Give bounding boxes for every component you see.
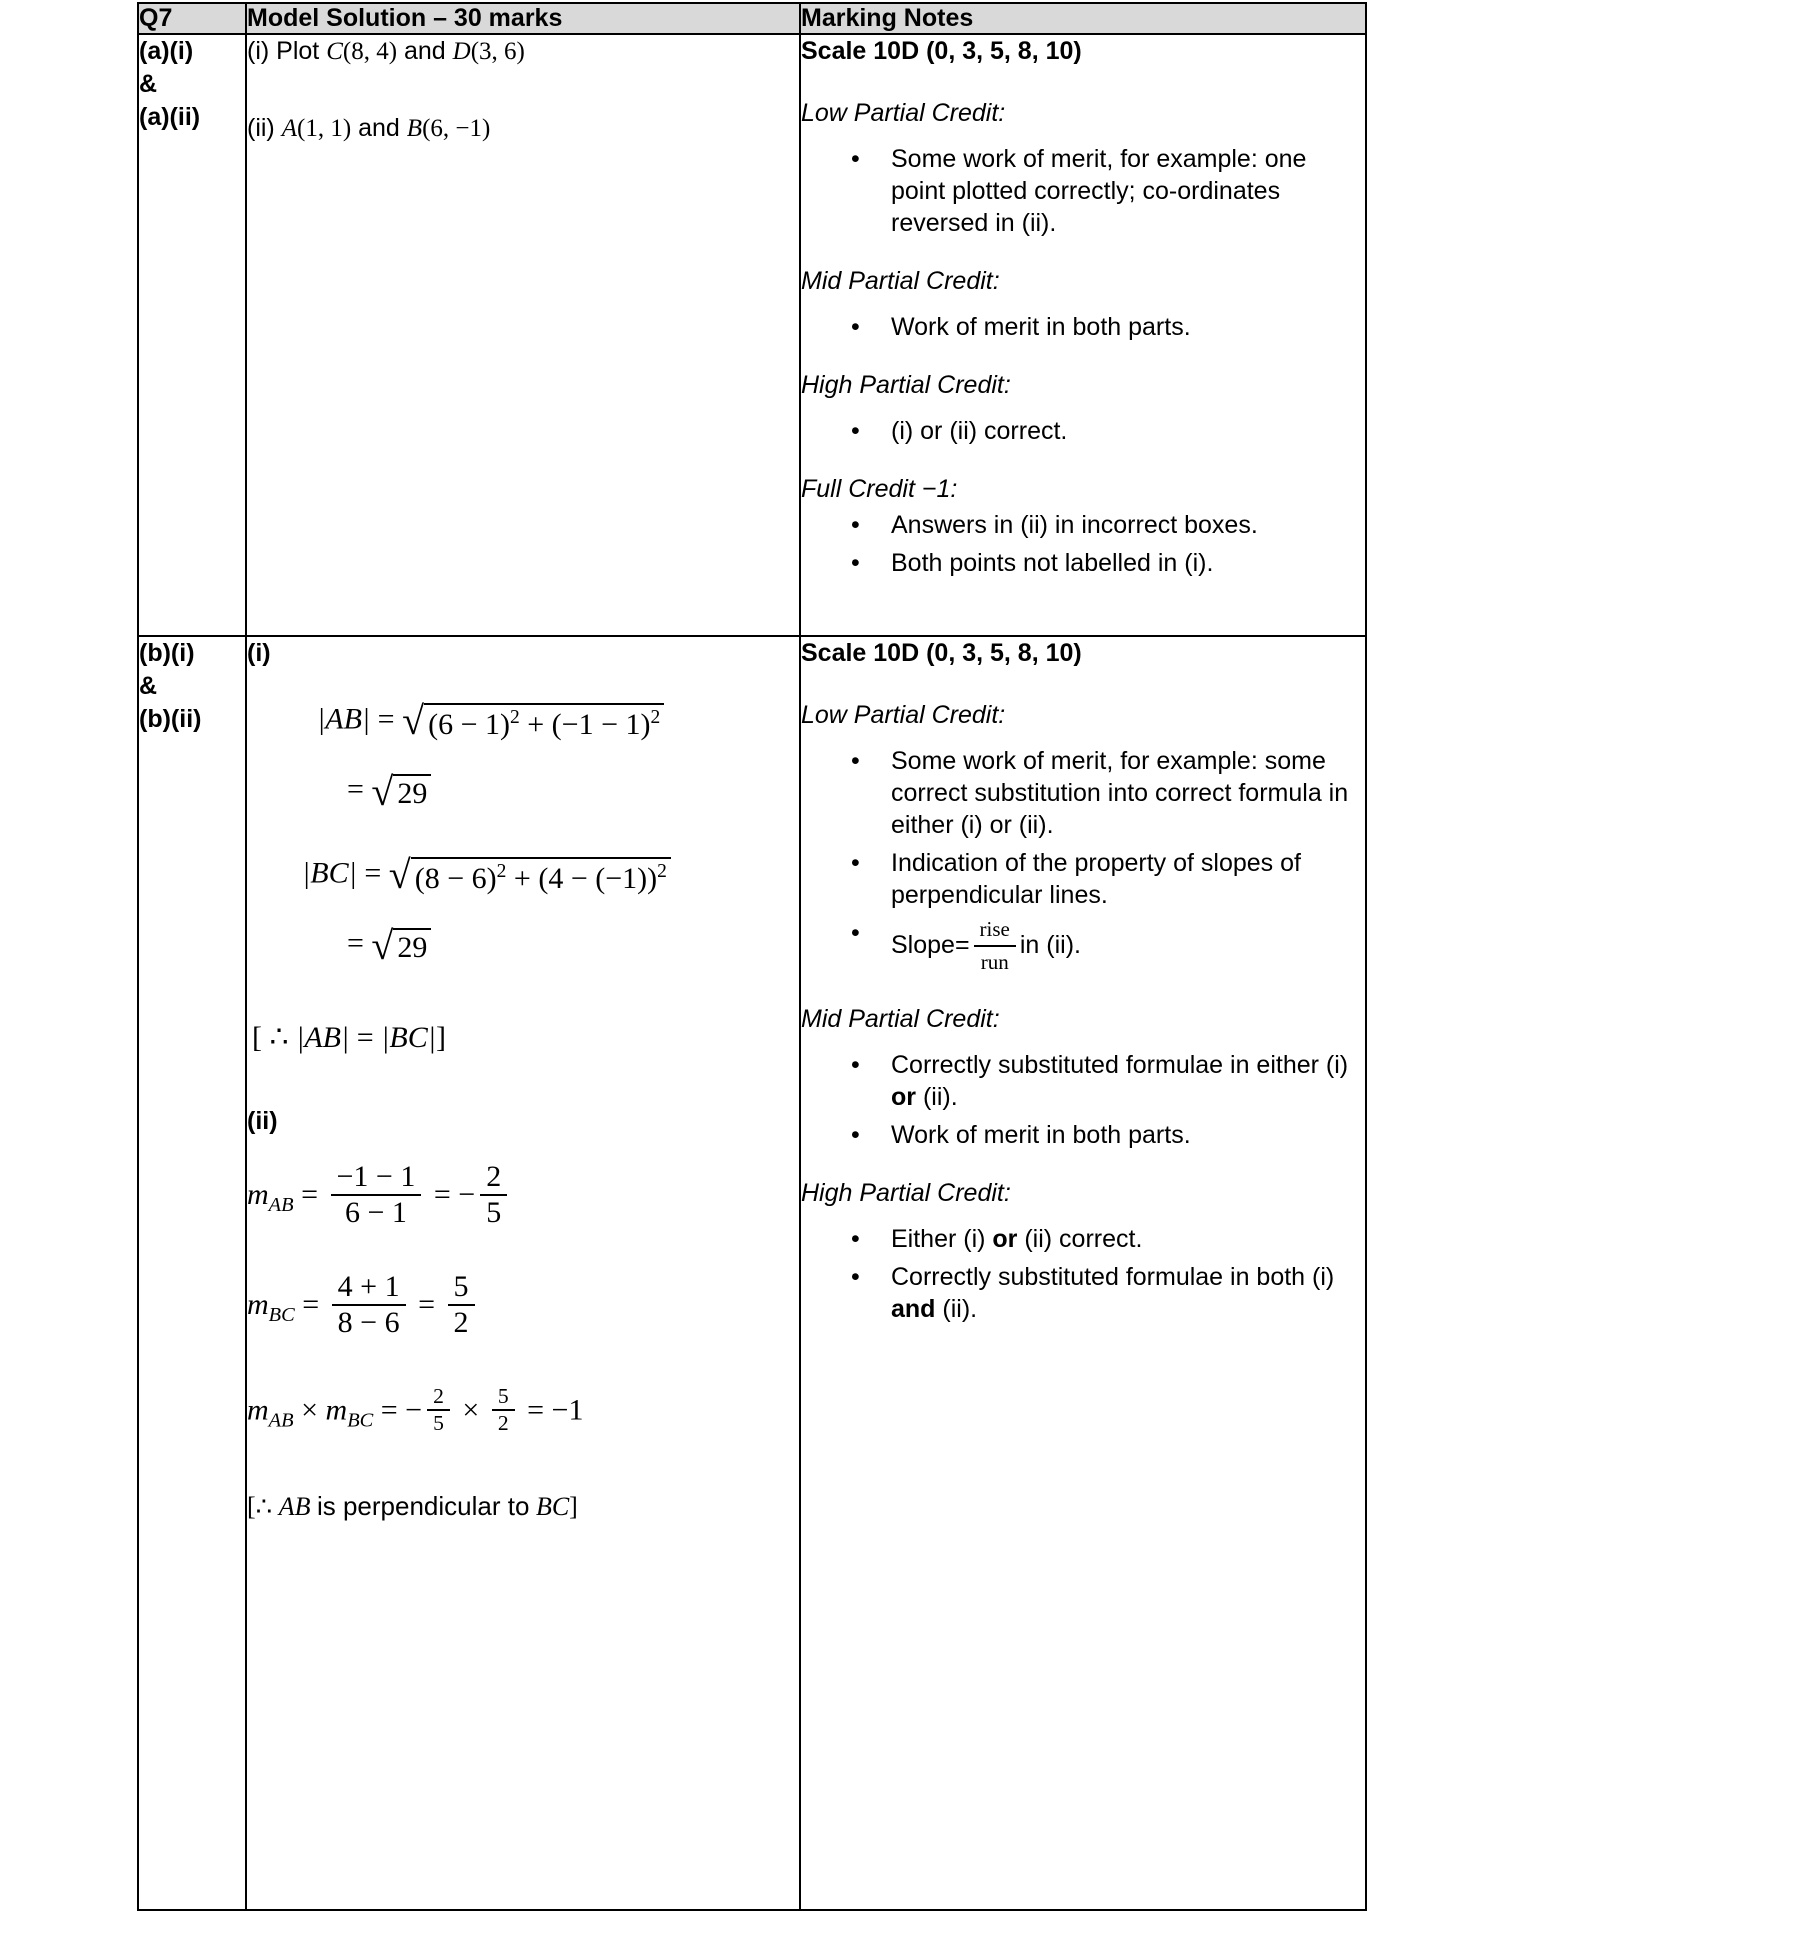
equals-sign: = <box>302 1287 327 1321</box>
list-item <box>801 847 1365 911</box>
table-row-part-b <box>138 636 1366 1910</box>
ab-magnitude-conclusion: |AB| <box>296 1021 350 1055</box>
question-label-cell-b <box>138 636 246 1910</box>
list-item <box>801 1261 1365 1325</box>
conclusion-segment-bc: BC <box>535 1491 570 1521</box>
conclusion-text: is perpendicular to <box>316 1490 530 1521</box>
scale-line-a: Scale 10D (0, 3, 5, 8, 10) <box>801 36 1082 65</box>
slope-ab-denominator: 6 − 1 <box>331 1194 422 1228</box>
column-header-marking-notes: Marking Notes <box>800 3 1366 34</box>
bullet-text <box>891 1263 1334 1323</box>
slope-ab-numerator: −1 − 1 <box>336 1159 416 1193</box>
equals-sign: = <box>527 1393 552 1427</box>
credit-bullets-full-a <box>801 509 1365 579</box>
list-item <box>801 1049 1365 1113</box>
list-item <box>801 509 1365 541</box>
slope-ab-value-numerator: 2 <box>486 1159 502 1193</box>
equation-ab-result: = √ 29 <box>347 774 799 809</box>
point-b-label: B <box>406 115 423 143</box>
sqrt-icon <box>371 769 431 815</box>
bullet-icon: • <box>851 1050 860 1079</box>
ab-magnitude-label: |AB| <box>317 702 371 736</box>
slope-bc-fraction <box>332 1269 406 1339</box>
bullet-icon: • <box>851 1120 860 1149</box>
slope-ab-value-fraction <box>480 1159 507 1229</box>
equation-perpendicular-conclusion <box>247 1490 799 1521</box>
question-label-b-i: (b)(i) <box>139 638 195 667</box>
slope-bc-value-denominator: 2 <box>448 1304 475 1338</box>
slope-suffix: in (ii). <box>1019 931 1081 960</box>
equation-ab-equals-bc: [ ∴ |AB| = |BC|] <box>252 1021 446 1055</box>
bc-radicand: $(8 - 6)^2 + (4 - (-1))^2$ <box>411 857 671 894</box>
conclusion-segment-ab: AB <box>278 1491 311 1521</box>
question-label-ampersand-b: & <box>139 671 158 700</box>
credit-heading-mid-b: Mid Partial Credit: <box>801 1004 1000 1033</box>
ab-radicand: $(6 - 1)^2 + (-1 - 1)^2$ <box>424 703 664 740</box>
bullet-text: Indication of the property of slopes of perpendicular lines. <box>891 848 1301 909</box>
bullet-text-pre: Correctly substituted formulae in both (i) <box>891 1262 1335 1291</box>
question-label-a-ii: (a)(ii) <box>139 102 201 131</box>
solution-spacer-b2 <box>247 843 799 857</box>
radical-sign: √ <box>402 698 425 744</box>
equation-slope-bc <box>247 1269 799 1340</box>
bullet-text: Some work of merit, for example: one point plotted correctly; co-ordinates reversed in (ii). <box>891 144 1307 237</box>
credit-heading-low-a: Low Partial Credit: <box>801 98 1006 127</box>
bullet-icon: • <box>851 1262 860 1291</box>
bullet-icon: • <box>851 746 860 775</box>
rise-over-run-fraction <box>974 916 1016 976</box>
model-solution-cell-a <box>246 34 800 636</box>
slope-bc-subscript: BC <box>268 1303 295 1326</box>
slope-bc-value-fraction <box>448 1269 475 1339</box>
bullet-text-emphasis: or <box>891 1082 916 1111</box>
bullet-text: (i) or (ii) correct. <box>891 416 1068 445</box>
bullet-text-emphasis: and <box>891 1294 936 1323</box>
solution-line-a-i <box>247 35 799 69</box>
solution-part-i-label: (i) <box>247 638 271 667</box>
product-result: −1 <box>551 1393 584 1427</box>
equation-slope-product: $m_{AB} \times m_{BC}$ = − $\frac{2}{5}$ × $\frac{5}{2}$ = −1 <box>247 1383 584 1436</box>
bullet-icon: • <box>851 510 860 539</box>
point-c-label: C <box>326 37 343 65</box>
marking-notes-cell-b <box>800 636 1366 1910</box>
column-header-question: Q7 <box>138 3 246 34</box>
bullet-text: Answers in (ii) in incorrect boxes. <box>891 510 1258 539</box>
slope-ab-subscript: AB <box>268 1193 294 1216</box>
solution-spacer-b4 <box>247 1138 799 1164</box>
credit-bullets-high-a <box>801 415 1365 447</box>
sqrt-icon <box>402 698 664 744</box>
radical-sign: √ <box>388 852 411 898</box>
list-item <box>801 547 1365 579</box>
bullet-text <box>891 1225 1142 1253</box>
bullet-text-pre: Either (i) <box>891 1224 993 1253</box>
equation-bc-distance <box>302 852 799 898</box>
marking-notes-cell-a <box>800 34 1366 636</box>
slope-bc-denominator: 8 − 6 <box>332 1304 406 1338</box>
column-header-model-solution: Model Solution – 30 marks <box>246 3 800 34</box>
bullet-icon: • <box>851 144 860 173</box>
equation-ab-distance <box>317 698 799 744</box>
point-a-label: A <box>281 115 297 143</box>
list-item <box>801 1223 1365 1255</box>
solution-part-ii-label: (ii) <box>247 1107 278 1136</box>
credit-bullets-mid-a <box>801 311 1365 343</box>
solution-spacer-b3 <box>247 997 799 1023</box>
rise-label: rise <box>979 916 1010 941</box>
list-item <box>801 415 1365 447</box>
bullet-text: Both points not labelled in (i). <box>891 548 1214 577</box>
point-a-coords: (1, 1) <box>297 115 352 143</box>
bullet-text <box>891 916 1081 974</box>
sqrt-icon <box>388 852 671 898</box>
equals-sign: = <box>418 1287 443 1321</box>
conclusion-close-bracket: ] <box>569 1491 578 1521</box>
question-label-a-i: (a)(i) <box>139 36 194 65</box>
multiplication-sign: × <box>301 1393 326 1427</box>
credit-bullets-low-b <box>801 745 1365 977</box>
solution-spacer-b6 <box>247 1374 799 1388</box>
bullet-icon: • <box>851 1224 860 1253</box>
marking-scheme-table <box>137 2 1367 1911</box>
bullet-icon: • <box>851 918 860 947</box>
run-label: run <box>974 945 1016 976</box>
equation-slope-ab: $m_{AB}$ = $\frac{-1 - 1}{6 - 1}$ = − $\frac{2}{5}$ <box>247 1164 799 1230</box>
model-solution-cell-b <box>246 636 800 1910</box>
ab-result-value: 29 <box>393 774 431 809</box>
bullet-icon: • <box>851 312 860 341</box>
credit-bullets-mid-b <box>801 1049 1365 1151</box>
list-item-slope <box>801 917 1365 977</box>
plot-instruction-text: (i) Plot <box>247 36 320 65</box>
credit-heading-high-b: High Partial Credit: <box>801 1178 1011 1207</box>
bullet-icon: • <box>851 416 860 445</box>
solution-spacer-b7 <box>247 1471 799 1493</box>
radical-sign: √ <box>371 769 394 815</box>
bullet-text-post: (ii). <box>916 1082 958 1111</box>
question-label-cell-a <box>138 34 246 636</box>
equals-sign: = <box>377 702 403 736</box>
solution-spacer-a <box>247 74 799 112</box>
slope-bc-symbol: m <box>247 1287 269 1321</box>
slope-ab-fraction <box>331 1159 422 1229</box>
list-item <box>801 311 1365 343</box>
list-item <box>801 143 1365 239</box>
bc-magnitude-conclusion: |BC| <box>381 1021 436 1055</box>
credit-bullets-high-b <box>801 1223 1365 1325</box>
credit-heading-high-a: High Partial Credit: <box>801 370 1011 399</box>
radical-sign: √ <box>371 923 394 969</box>
equals-sign: = <box>301 1177 326 1211</box>
bc-result-value: 29 <box>393 928 431 963</box>
solution-spacer-b5 <box>247 1264 799 1274</box>
equals-sign: = <box>364 856 389 890</box>
part-ii-marker: (ii) <box>247 114 275 143</box>
bullet-text-post: (ii) correct. <box>1017 1224 1143 1253</box>
bullet-text: Work of merit in both parts. <box>891 312 1191 341</box>
bullet-icon: • <box>851 548 860 577</box>
sqrt-icon <box>371 923 431 969</box>
credit-bullets-low-a <box>801 143 1365 239</box>
conjunction-and-2: and <box>358 114 400 143</box>
table-row-part-a <box>138 34 1366 636</box>
bullet-text: Work of merit in both parts. <box>891 1120 1191 1149</box>
question-label-b-ii: (b)(ii) <box>139 704 202 733</box>
bc-magnitude-label: |BC| <box>302 856 357 890</box>
bullet-text-post: (ii). <box>935 1294 978 1323</box>
conclusion-open-bracket: [∴ <box>247 1491 273 1521</box>
product-fraction-2: $\frac{5}{2}$ <box>492 1386 515 1435</box>
list-item <box>801 1119 1365 1151</box>
equals-sign: = <box>433 1177 459 1211</box>
list-item <box>801 745 1365 841</box>
point-b-coords: (6, −1) <box>422 115 491 143</box>
slope-ab-value-denominator: 5 <box>480 1194 507 1228</box>
point-d-label: D <box>452 37 471 65</box>
bullet-text-emphasis: or <box>992 1224 1018 1253</box>
table-header-row <box>138 3 1366 34</box>
bullet-text <box>891 1051 1348 1111</box>
slope-prefix: Slope= <box>891 931 970 960</box>
slope-ab-symbol: m <box>247 1177 269 1211</box>
question-label-ampersand-a: & <box>139 69 158 98</box>
credit-heading-mid-a: Mid Partial Credit: <box>801 266 1000 295</box>
bullet-text-pre: Correctly substituted formulae in either (i) <box>891 1050 1349 1079</box>
product-fraction-1: $\frac{2}{5}$ <box>427 1386 450 1435</box>
scale-line-b: Scale 10D (0, 3, 5, 8, 10) <box>801 638 1082 667</box>
conjunction-and-1: and <box>403 36 446 65</box>
point-d-coords: (3, 6) <box>470 37 525 65</box>
equation-bc-result: = √ 29 <box>347 928 799 963</box>
credit-heading-full-a: Full Credit −1: <box>801 474 958 503</box>
credit-heading-low-b: Low Partial Credit: <box>801 700 1006 729</box>
bullet-text: Some work of merit, for example: some correct substitution into correct formula in either (i) or (ii). <box>891 746 1349 839</box>
bullet-icon: • <box>851 848 860 877</box>
equals-sign: = <box>380 1393 406 1427</box>
point-c-coords: (8, 4) <box>342 37 398 65</box>
solution-spacer-b1 <box>247 669 799 703</box>
multiplication-sign: × <box>462 1393 487 1427</box>
slope-bc-numerator: 4 + 1 <box>337 1269 400 1303</box>
solution-line-a-ii <box>247 112 799 146</box>
slope-bc-value-numerator: 5 <box>453 1269 469 1303</box>
